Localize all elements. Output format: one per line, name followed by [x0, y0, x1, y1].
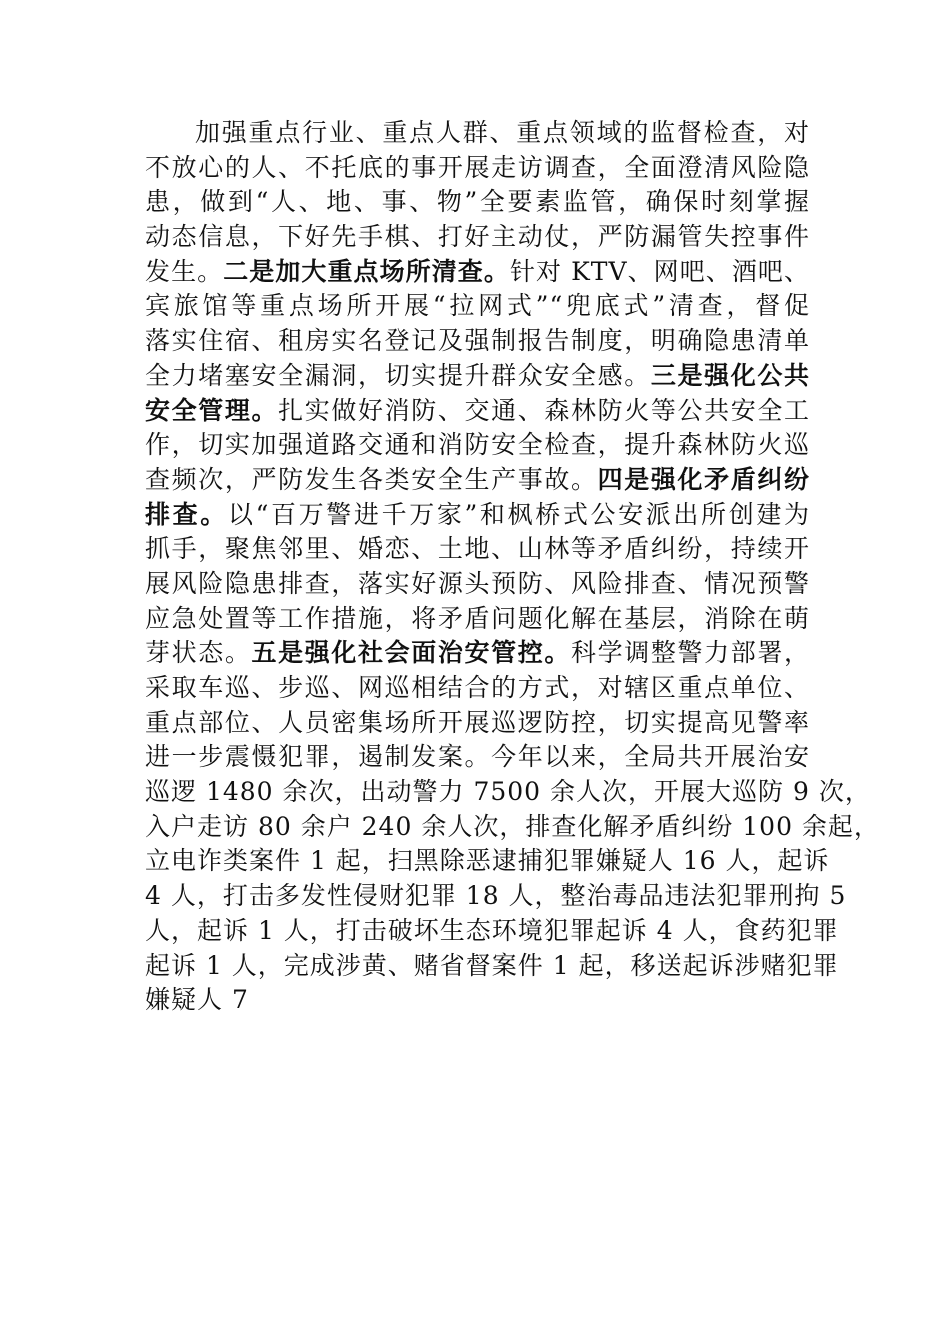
text-line [145, 775, 871, 810]
bold-heading-text: 二是加大重点场所清查。 [223, 256, 510, 286]
body-text: 加强重点行业、重点人群、重点领域的监督检查，对 [195, 118, 810, 147]
text-line [145, 289, 810, 324]
text-line [145, 428, 810, 463]
text-line [145, 706, 810, 741]
body-text: 4 人，打击多发性侵财犯罪 18 人，整治毒品违法犯罪刑拘 5 [145, 881, 847, 911]
text-line [145, 532, 810, 567]
text-line [145, 949, 839, 984]
body-text: 查频次，严防发生各类安全生产事故。 [145, 464, 598, 494]
document-body [145, 116, 880, 1018]
body-text: 展风险隐患排查，落实好源头预防、风险排查、情况预警 [145, 568, 810, 598]
body-text: 宾旅馆等重点场所开展“拉网式”“兜底式”清查，督促 [145, 291, 810, 321]
body-text: 针对 KTV、网吧、酒吧、 [509, 256, 810, 286]
body-text: 芽状态。 [145, 638, 252, 668]
text-line [145, 636, 810, 671]
text-line [145, 463, 810, 498]
bold-heading-text: 四是强化矛盾纠纷 [597, 464, 810, 494]
text-line [145, 671, 810, 706]
body-text: 起诉 1 人，完成涉黄、赌省督案件 1 起，移送起诉涉赌犯罪 [145, 950, 839, 980]
body-text: 以“百万警进千万家”和枫桥式公安派出所创建为 [227, 499, 810, 529]
body-text: 嫌疑人 7 [145, 985, 249, 1015]
text-line [145, 602, 810, 637]
body-text: 落实住宿、租房实名登记及强制报告制度，明确隐患清单 [145, 326, 810, 356]
text-line [145, 983, 810, 1018]
text-line [145, 324, 810, 359]
text-line [145, 116, 810, 151]
text-line [145, 498, 810, 533]
bold-heading-text: 五是强化社会面治安管控。 [251, 638, 571, 668]
body-text: 进一步震慑犯罪，遏制发案。今年以来，全局共开展治安 [145, 742, 810, 772]
text-line [145, 567, 810, 602]
text-line [145, 879, 847, 914]
text-line [145, 151, 810, 186]
text-line [145, 810, 880, 845]
body-text: 重点部位、人员密集场所开展巡逻防控，切实提高见警率 [145, 707, 810, 737]
body-text: 不放心的人、不托底的事开展走访调查，全面澄清风险隐 [145, 152, 810, 182]
body-text: 人，起诉 1 人，打击破坏生态环境犯罪起诉 4 人，食药犯罪 [145, 915, 839, 945]
text-line [145, 255, 810, 290]
body-text: 抓手，聚焦邻里、婚恋、土地、山林等矛盾纠纷，持续开 [145, 534, 810, 564]
text-line [145, 185, 810, 220]
text-line [145, 740, 810, 775]
body-text: 发生。 [145, 256, 224, 286]
body-text: 全力堵塞安全漏洞，切实提升群众安全感。 [145, 360, 651, 390]
bold-heading-text: 排查。 [145, 499, 228, 529]
body-text: 扎实做好消防、交通、森林防火等公共安全工 [278, 395, 810, 425]
body-text: 患，做到“人、地、事、物”全要素监管，确保时刻掌握 [145, 187, 810, 217]
text-line [145, 220, 810, 255]
text-line [145, 844, 830, 879]
body-text: 入户走访 80 余户 240 余人次，排查化解矛盾纠纷 100 余起， [145, 811, 880, 841]
text-line [145, 394, 810, 429]
body-text: 巡逻 1480 余次，出动警力 7500 余人次，开展大巡防 9 次， [145, 777, 871, 807]
body-text: 科学调整警力部署， [570, 638, 810, 668]
body-text: 采取车巡、步巡、网巡相结合的方式，对辖区重点单位、 [145, 673, 810, 702]
body-text: 应急处置等工作措施，将矛盾问题化解在基层，消除在萌 [145, 603, 810, 633]
body-text: 动态信息，下好先手棋、打好主动仗，严防漏管失控事件 [145, 222, 810, 252]
body-text: 作，切实加强道路交通和消防安全检查，提升森林防火巡 [145, 430, 810, 460]
bold-heading-text: 安全管理。 [145, 395, 279, 425]
text-line [145, 914, 839, 949]
bold-heading-text: 三是强化公共 [650, 360, 810, 390]
text-line [145, 359, 810, 394]
body-text: 立电诈类案件 1 起，扫黑除恶逮捕犯罪嫌疑人 16 人，起诉 [145, 846, 830, 876]
